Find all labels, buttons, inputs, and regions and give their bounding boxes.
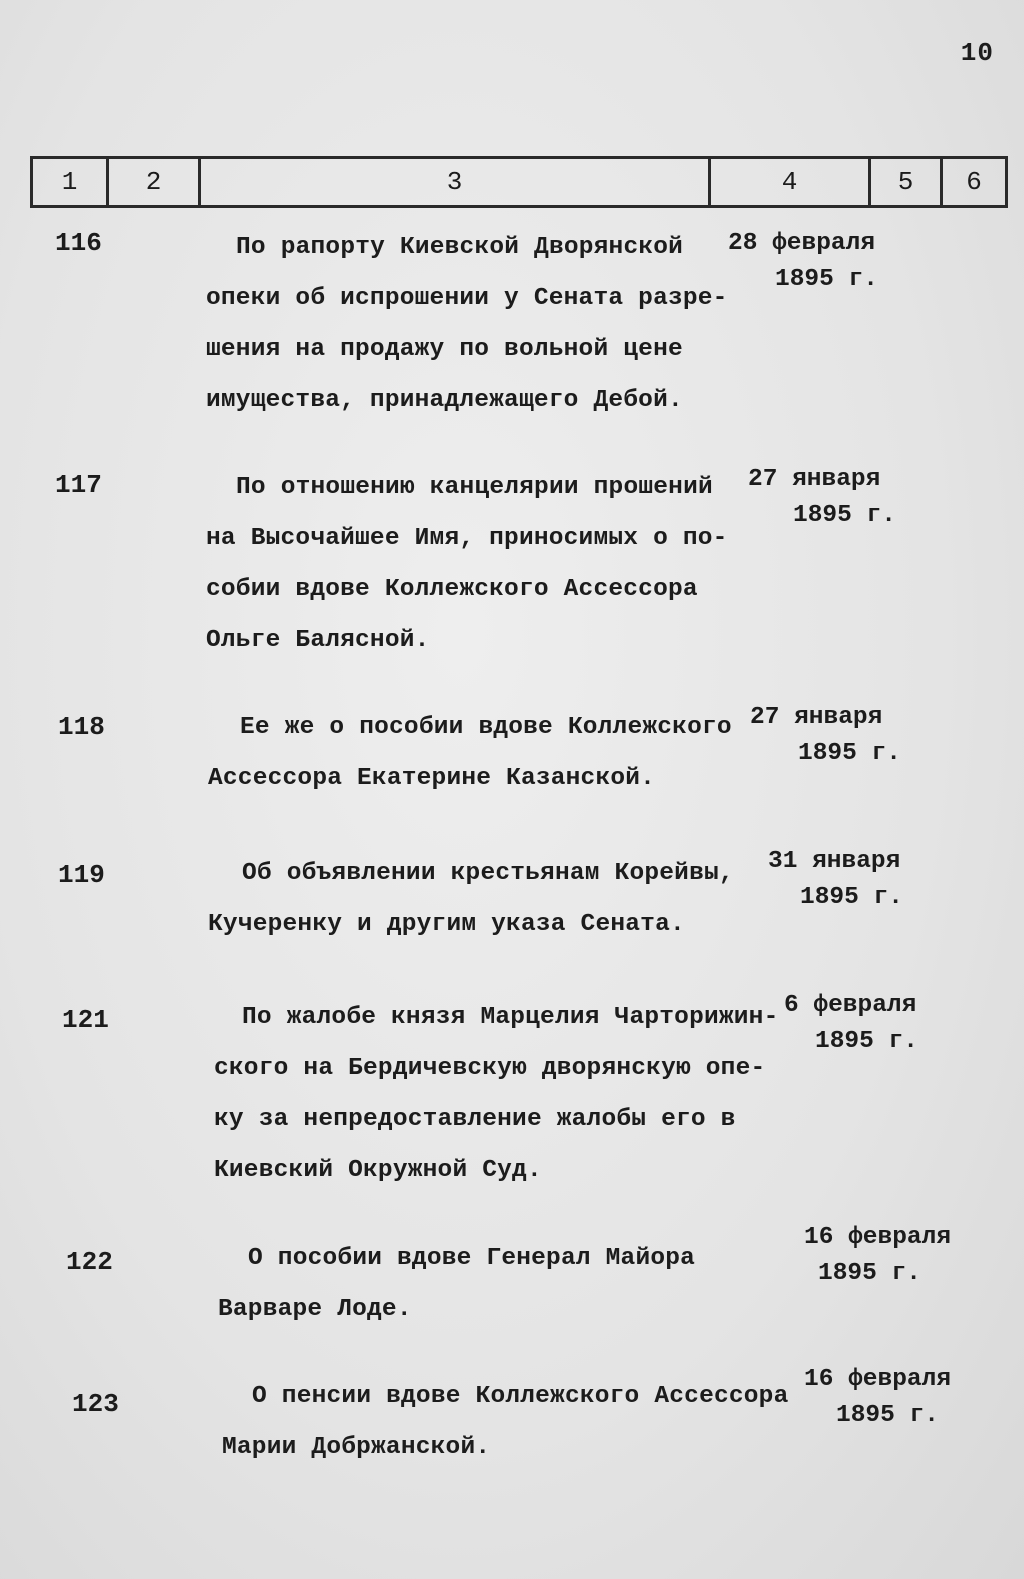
record-text-line: Варваре Лоде.: [218, 1296, 412, 1323]
column-header-1: 1: [30, 159, 106, 205]
record-text-line: О пособии вдове Генерал Майора: [248, 1245, 696, 1272]
record-text-line: Ольге Балясной.: [206, 627, 430, 654]
record-text-line: опеки об испрошении у Сената разре-: [206, 285, 728, 312]
record-date-year: 1895 г.: [815, 1028, 918, 1055]
record-date-day: 27 января: [750, 704, 883, 731]
record-number: 117: [55, 470, 102, 500]
record-number: 123: [72, 1389, 119, 1419]
record-text-line: собии вдове Коллежского Ассессора: [206, 576, 698, 603]
record-number: 118: [58, 712, 105, 742]
record-date-year: 1895 г.: [798, 740, 901, 767]
record-text-line: на Высочайшее Имя, приносимых о по-: [206, 525, 728, 552]
record-text-line: Киевский Окружной Суд.: [214, 1157, 542, 1184]
column-header-4: 4: [708, 159, 868, 205]
record-date-day: 16 февраля: [804, 1366, 952, 1393]
record-date-year: 1895 г.: [818, 1260, 921, 1287]
record-text-line: По рапорту Киевской Дворянской: [236, 234, 684, 261]
record-date-year: 1895 г.: [800, 884, 903, 911]
record-number: 121: [62, 1005, 109, 1035]
record-number: 119: [58, 860, 105, 890]
record-number: 116: [55, 228, 102, 258]
page-number: 10: [960, 38, 994, 68]
record-text-line: О пенсии вдове Коллежского Ассессора: [252, 1383, 789, 1410]
record-text-line: По жалобе князя Марцелия Чарторижин-: [242, 1004, 779, 1031]
record-date-day: 27 января: [748, 466, 881, 493]
record-date-year: 1895 г.: [793, 502, 896, 529]
record-date-day: 31 января: [768, 848, 901, 875]
record-date-day: 28 февраля: [728, 230, 876, 257]
record-date-year: 1895 г.: [836, 1402, 939, 1429]
record-text-line: шения на продажу по вольной цене: [206, 336, 683, 363]
record-date-day: 16 февраля: [804, 1224, 952, 1251]
record-text-line: По отношению канцелярии прошений: [236, 474, 713, 501]
bleed-through-shadow: [40, 380, 80, 410]
record-date-day: 6 февраля: [784, 992, 917, 1019]
record-text-line: Кучеренку и другим указа Сената.: [208, 911, 685, 938]
record-date-year: 1895 г.: [775, 266, 878, 293]
record-text-line: Ассессора Екатерине Казанской.: [208, 765, 656, 792]
table-header: [30, 156, 1008, 208]
column-header-3: 3: [198, 159, 708, 205]
column-header-5: 5: [868, 159, 940, 205]
record-text-line: имущества, принадлежащего Дебой.: [206, 387, 683, 414]
record-text-line: ку за непредоставление жалобы его в: [214, 1106, 736, 1133]
record-text-line: Об объявлении крестьянам Корейвы,: [242, 860, 734, 887]
record-number: 122: [66, 1247, 113, 1277]
column-header-2: 2: [106, 159, 198, 205]
record-text-line: Марии Добржанской.: [222, 1434, 491, 1461]
record-text-line: Ее же о пособии вдове Коллежского: [240, 714, 732, 741]
column-header-6: 6: [940, 159, 1008, 205]
record-text-line: ского на Бердичевскую дворянскую опе-: [214, 1055, 766, 1082]
